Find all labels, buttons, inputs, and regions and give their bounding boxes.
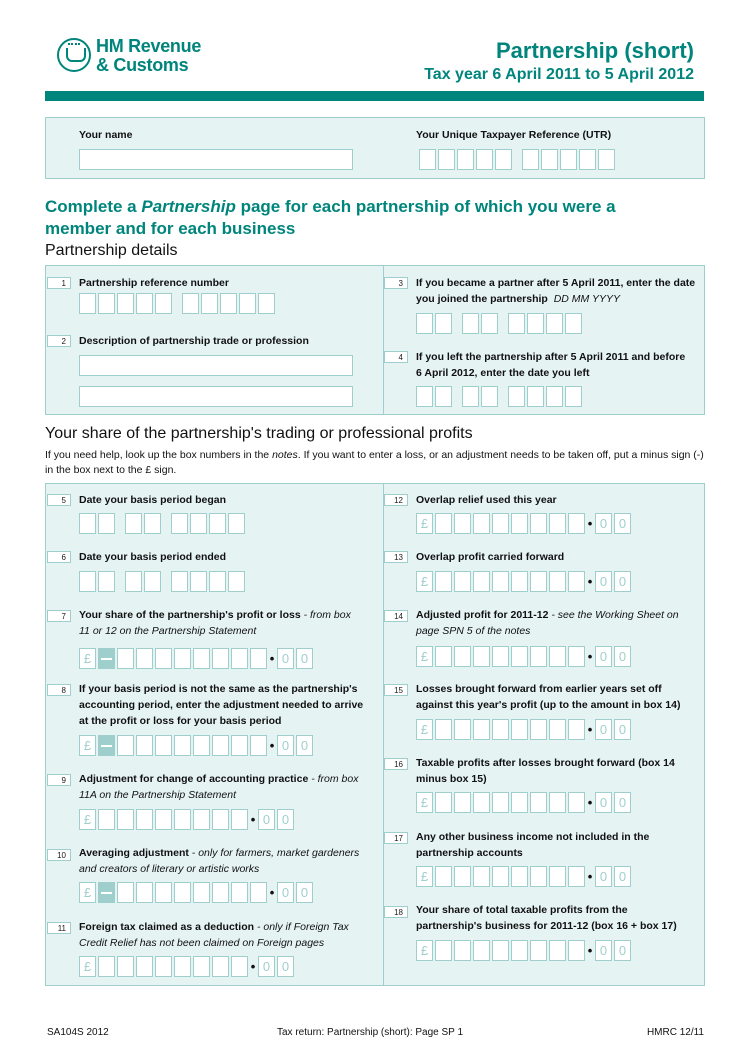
box-number-13: 13 bbox=[384, 551, 408, 563]
input-box-cell[interactable]: £ bbox=[79, 648, 96, 669]
input-box-cell[interactable] bbox=[193, 809, 210, 830]
input-box-cell[interactable] bbox=[250, 735, 267, 756]
input-box-cell[interactable] bbox=[473, 513, 490, 534]
input-box-cell[interactable] bbox=[171, 571, 188, 592]
input-box-cell[interactable] bbox=[473, 866, 490, 887]
input-box-cell[interactable]: 0 bbox=[277, 648, 294, 669]
q3-label: If you became a partner after 5 April 2011, enter the date you joined the partnership DD MM YYYY bbox=[416, 277, 696, 305]
input-box-cell[interactable]: 0 bbox=[595, 866, 612, 887]
taxable-profits-input[interactable] bbox=[416, 792, 633, 813]
decimal-point: • bbox=[269, 738, 275, 753]
input-box-cell[interactable] bbox=[117, 809, 134, 830]
input-box-cell[interactable] bbox=[435, 866, 452, 887]
decimal-point: • bbox=[587, 516, 593, 531]
input-box-cell[interactable] bbox=[98, 293, 115, 314]
q8-label: If your basis period is not the same as the partnership's accounting period, enter the adjustment needed to arrive at the profit or loss for your basis period bbox=[79, 683, 364, 727]
input-box-cell[interactable] bbox=[546, 386, 563, 407]
q2-label: Description of partnership trade or profession bbox=[79, 335, 309, 347]
input-box-cell[interactable] bbox=[511, 866, 528, 887]
q6-label: Date your basis period ended bbox=[79, 551, 227, 563]
form-code: SA104S 2012 bbox=[47, 1027, 109, 1038]
input-box-cell[interactable]: £ bbox=[416, 719, 433, 740]
input-box-cell[interactable] bbox=[530, 646, 547, 667]
losses-brought-forward-input[interactable] bbox=[416, 719, 633, 740]
input-box-cell[interactable] bbox=[454, 646, 471, 667]
input-box-cell[interactable] bbox=[495, 149, 512, 170]
input-box-cell[interactable] bbox=[565, 313, 582, 334]
input-box-cell[interactable] bbox=[231, 956, 248, 977]
input-box-cell[interactable] bbox=[454, 571, 471, 592]
input-box-cell[interactable] bbox=[117, 735, 134, 756]
input-box-cell[interactable] bbox=[462, 313, 479, 334]
decimal-point: • bbox=[269, 651, 275, 666]
your-name-label: Your name bbox=[79, 129, 133, 141]
input-box-cell[interactable]: £ bbox=[416, 866, 433, 887]
basis-period-began-input[interactable] bbox=[79, 513, 247, 534]
input-box-cell[interactable] bbox=[258, 293, 275, 314]
input-box-cell[interactable]: 0 bbox=[296, 648, 313, 669]
input-box-cell[interactable] bbox=[435, 571, 452, 592]
q5-label: Date your basis period began bbox=[79, 494, 227, 506]
minus-sign-icon bbox=[98, 735, 115, 756]
input-box-cell[interactable] bbox=[435, 940, 452, 961]
q13-label: Overlap profit carried forward bbox=[416, 551, 565, 563]
input-box-cell[interactable] bbox=[568, 646, 585, 667]
q14-label: Adjusted profit for 2011-12 - see the Working Sheet on page SPN 5 of the notes bbox=[416, 609, 679, 637]
input-box-cell[interactable] bbox=[598, 149, 615, 170]
input-box-cell[interactable] bbox=[527, 313, 544, 334]
input-box-cell[interactable] bbox=[530, 719, 547, 740]
input-box-cell[interactable]: 0 bbox=[296, 882, 313, 903]
box-number-16: 16 bbox=[384, 758, 408, 770]
input-box-cell[interactable] bbox=[473, 719, 490, 740]
logo-line-2: & Customs bbox=[96, 55, 189, 75]
basis-period-ended-input[interactable] bbox=[79, 571, 247, 592]
basis-period-adjustment-input[interactable] bbox=[79, 735, 315, 756]
averaging-adjustment-input[interactable] bbox=[79, 882, 315, 903]
input-box-cell[interactable] bbox=[527, 386, 544, 407]
input-box-cell[interactable] bbox=[492, 940, 509, 961]
decimal-point: • bbox=[587, 943, 593, 958]
page-reference: Tax return: Partnership (short): Page SP 1 bbox=[277, 1027, 464, 1038]
input-box-cell[interactable] bbox=[568, 513, 585, 534]
input-box-cell[interactable] bbox=[454, 792, 471, 813]
input-box-cell[interactable] bbox=[560, 149, 577, 170]
input-box-cell[interactable] bbox=[174, 882, 191, 903]
box-number-6: 6 bbox=[47, 551, 71, 563]
input-box-cell[interactable]: £ bbox=[416, 940, 433, 961]
input-box-cell[interactable] bbox=[79, 513, 96, 534]
input-box-cell[interactable] bbox=[546, 313, 563, 334]
input-box-cell[interactable]: 0 bbox=[296, 735, 313, 756]
input-box-cell[interactable] bbox=[212, 735, 229, 756]
input-box-cell[interactable] bbox=[174, 956, 191, 977]
q15-label: Losses brought forward from earlier years set off against this year's profit (up to the amount in box 14) bbox=[416, 683, 681, 711]
input-box-cell[interactable] bbox=[481, 386, 498, 407]
hmrc-version: HMRC 12/11 bbox=[646, 1027, 704, 1038]
input-box-cell[interactable] bbox=[435, 646, 452, 667]
input-box-cell[interactable] bbox=[476, 149, 493, 170]
input-box-cell[interactable] bbox=[530, 866, 547, 887]
input-box-cell[interactable]: 0 bbox=[614, 571, 631, 592]
input-box-cell[interactable] bbox=[144, 571, 161, 592]
input-box-cell[interactable] bbox=[508, 313, 525, 334]
input-box-cell[interactable] bbox=[155, 956, 172, 977]
q4-label: If you left the partnership after 5 April 2011 and before 6 April 2012, enter the date you left bbox=[416, 351, 686, 379]
input-box-cell[interactable]: 0 bbox=[595, 571, 612, 592]
input-box-cell[interactable]: £ bbox=[416, 513, 433, 534]
input-box-cell[interactable] bbox=[155, 735, 172, 756]
input-box-cell[interactable]: 0 bbox=[258, 956, 275, 977]
input-box-cell[interactable]: 0 bbox=[258, 809, 275, 830]
input-box-cell[interactable]: 0 bbox=[614, 792, 631, 813]
input-box-cell[interactable] bbox=[565, 386, 582, 407]
q9-label: Adjustment for change of accounting practice - from box 11A on the Partnership Statement bbox=[79, 773, 359, 801]
box-number-4: 4 bbox=[384, 351, 408, 363]
input-box-cell[interactable] bbox=[511, 792, 528, 813]
share-of-profit-input[interactable] bbox=[79, 648, 315, 669]
input-box-cell[interactable] bbox=[435, 792, 452, 813]
date-left-input[interactable] bbox=[416, 386, 584, 407]
input-box-cell[interactable] bbox=[174, 648, 191, 669]
box-number-14: 14 bbox=[384, 610, 408, 622]
input-box-cell[interactable] bbox=[492, 571, 509, 592]
input-box-cell[interactable] bbox=[193, 735, 210, 756]
input-box-cell[interactable]: 0 bbox=[595, 719, 612, 740]
input-box-cell[interactable]: 0 bbox=[277, 735, 294, 756]
input-box-cell[interactable] bbox=[228, 513, 245, 534]
decimal-point: • bbox=[587, 574, 593, 589]
q10-label: Averaging adjustment - only for farmers, market gardeners and creators of literary or artistic works bbox=[79, 847, 360, 875]
input-box-cell[interactable] bbox=[250, 648, 267, 669]
input-box-cell[interactable] bbox=[125, 571, 142, 592]
input-box-cell[interactable]: £ bbox=[79, 735, 96, 756]
profits-help: If you need help, look up the box numbers in the notes. If you want to enter a loss, or an adjustment needs to be taken off, put a minus sign (-) in the box next to the £ sign. bbox=[45, 449, 704, 476]
input-box-cell[interactable] bbox=[220, 293, 237, 314]
partnership-reference-input[interactable] bbox=[79, 293, 277, 314]
input-box-cell[interactable] bbox=[201, 293, 218, 314]
decimal-point: • bbox=[269, 885, 275, 900]
trade-description-input-1[interactable] bbox=[79, 355, 353, 376]
q16-label: Taxable profits after losses brought forward (box 14 minus box 15) bbox=[416, 757, 675, 785]
input-box-cell[interactable] bbox=[228, 571, 245, 592]
input-box-cell[interactable] bbox=[231, 809, 248, 830]
input-box-cell[interactable] bbox=[79, 571, 96, 592]
input-box-cell[interactable]: 0 bbox=[595, 513, 612, 534]
input-box-cell[interactable] bbox=[79, 293, 96, 314]
input-box-cell[interactable] bbox=[117, 293, 134, 314]
utr-input[interactable] bbox=[419, 149, 617, 170]
input-box-cell[interactable] bbox=[462, 386, 479, 407]
your-name-input[interactable] bbox=[79, 149, 353, 170]
q17-label: Any other business income not included in the partnership accounts bbox=[416, 831, 650, 859]
crown-logo-icon bbox=[57, 38, 91, 72]
box-number-10: 10 bbox=[47, 849, 71, 861]
input-box-cell[interactable] bbox=[193, 956, 210, 977]
input-box-cell[interactable] bbox=[492, 513, 509, 534]
input-box-cell[interactable] bbox=[549, 719, 566, 740]
input-box-cell[interactable] bbox=[530, 513, 547, 534]
input-box-cell[interactable] bbox=[155, 648, 172, 669]
input-box-cell[interactable] bbox=[174, 735, 191, 756]
input-box-cell[interactable] bbox=[568, 719, 585, 740]
input-box-cell[interactable]: 0 bbox=[614, 866, 631, 887]
input-box-cell[interactable] bbox=[98, 513, 115, 534]
decimal-point: • bbox=[587, 795, 593, 810]
input-box-cell[interactable] bbox=[492, 719, 509, 740]
input-box-cell[interactable] bbox=[549, 571, 566, 592]
input-box-cell[interactable] bbox=[549, 940, 566, 961]
box-number-18: 18 bbox=[384, 906, 408, 918]
date-joined-input[interactable] bbox=[416, 313, 584, 334]
input-box-cell[interactable] bbox=[492, 646, 509, 667]
input-box-cell[interactable] bbox=[435, 513, 452, 534]
q18-label: Your share of total taxable profits from the partnership's business for 2011-12 (box 16 + box 17) bbox=[416, 904, 677, 932]
adjusted-profit-input[interactable] bbox=[416, 646, 633, 667]
box-number-3: 3 bbox=[384, 277, 408, 289]
input-box-cell[interactable] bbox=[416, 386, 433, 407]
header-bar bbox=[45, 91, 704, 101]
input-box-cell[interactable] bbox=[473, 571, 490, 592]
input-box-cell[interactable]: £ bbox=[416, 792, 433, 813]
input-box-cell[interactable] bbox=[250, 882, 267, 903]
input-box-cell[interactable] bbox=[511, 646, 528, 667]
input-box-cell[interactable] bbox=[212, 809, 229, 830]
input-box-cell[interactable] bbox=[522, 149, 539, 170]
input-box-cell[interactable] bbox=[193, 882, 210, 903]
input-box-cell[interactable] bbox=[193, 648, 210, 669]
accounting-practice-adjustment-input[interactable] bbox=[79, 809, 296, 830]
box-number-7: 7 bbox=[47, 610, 71, 622]
utr-label: Your Unique Taxpayer Reference (UTR) bbox=[416, 129, 612, 141]
input-box-cell[interactable]: £ bbox=[79, 882, 96, 903]
decimal-point: • bbox=[250, 812, 256, 827]
input-box-cell[interactable]: 0 bbox=[595, 940, 612, 961]
input-box-cell[interactable] bbox=[155, 882, 172, 903]
input-box-cell[interactable] bbox=[473, 646, 490, 667]
input-box-cell[interactable] bbox=[492, 866, 509, 887]
input-box-cell[interactable]: 0 bbox=[614, 513, 631, 534]
input-box-cell[interactable] bbox=[579, 149, 596, 170]
input-box-cell[interactable] bbox=[454, 940, 471, 961]
q7-label: Your share of the partnership's profit or loss - from box 11 or 12 on the Partnership Statement bbox=[79, 609, 351, 637]
input-box-cell[interactable] bbox=[549, 866, 566, 887]
input-box-cell[interactable]: 0 bbox=[277, 809, 294, 830]
decimal-point: • bbox=[587, 722, 593, 737]
input-box-cell[interactable] bbox=[155, 809, 172, 830]
input-box-cell[interactable] bbox=[568, 940, 585, 961]
input-box-cell[interactable] bbox=[125, 513, 142, 534]
input-box-cell[interactable] bbox=[190, 571, 207, 592]
hmrc-logo-text bbox=[96, 37, 201, 75]
input-box-cell[interactable] bbox=[117, 648, 134, 669]
input-box-cell[interactable] bbox=[117, 956, 134, 977]
input-box-cell[interactable] bbox=[530, 792, 547, 813]
tax-year: Tax year 6 April 2011 to 5 April 2012 bbox=[424, 66, 694, 83]
input-box-cell[interactable] bbox=[231, 735, 248, 756]
q12-label: Overlap relief used this year bbox=[416, 494, 557, 506]
input-box-cell[interactable] bbox=[435, 719, 452, 740]
input-box-cell[interactable] bbox=[549, 792, 566, 813]
input-box-cell[interactable] bbox=[174, 809, 191, 830]
trade-description-input-2[interactable] bbox=[79, 386, 353, 407]
input-box-cell[interactable] bbox=[190, 513, 207, 534]
input-box-cell[interactable] bbox=[568, 571, 585, 592]
input-box-cell[interactable] bbox=[212, 648, 229, 669]
overlap-relief-used-input[interactable] bbox=[416, 513, 633, 534]
box-number-11: 11 bbox=[47, 922, 71, 934]
input-box-cell[interactable]: 0 bbox=[614, 646, 631, 667]
foreign-tax-input[interactable] bbox=[79, 956, 296, 977]
input-box-cell[interactable] bbox=[212, 882, 229, 903]
input-box-cell[interactable] bbox=[155, 293, 172, 314]
box-number-2: 2 bbox=[47, 335, 71, 347]
input-box-cell[interactable] bbox=[473, 792, 490, 813]
minus-sign-icon bbox=[98, 648, 115, 669]
input-box-cell[interactable] bbox=[136, 735, 153, 756]
box-number-9: 9 bbox=[47, 774, 71, 786]
input-box-cell[interactable] bbox=[492, 792, 509, 813]
input-box-cell[interactable] bbox=[182, 293, 199, 314]
input-box-cell[interactable]: 0 bbox=[614, 940, 631, 961]
input-box-cell[interactable] bbox=[454, 719, 471, 740]
input-box-cell[interactable] bbox=[511, 719, 528, 740]
input-box-cell[interactable]: £ bbox=[416, 571, 433, 592]
input-box-cell[interactable] bbox=[508, 386, 525, 407]
box-number-8: 8 bbox=[47, 684, 71, 696]
input-box-cell[interactable] bbox=[171, 513, 188, 534]
box-number-5: 5 bbox=[47, 494, 71, 506]
input-box-cell[interactable] bbox=[454, 866, 471, 887]
input-box-cell[interactable] bbox=[98, 571, 115, 592]
input-box-cell[interactable]: 0 bbox=[277, 882, 294, 903]
input-box-cell[interactable] bbox=[209, 571, 226, 592]
total-taxable-profits-input[interactable] bbox=[416, 940, 633, 961]
input-box-cell[interactable]: 0 bbox=[614, 719, 631, 740]
decimal-point: • bbox=[587, 869, 593, 884]
input-box-cell[interactable] bbox=[435, 313, 452, 334]
input-box-cell[interactable] bbox=[511, 571, 528, 592]
q11-label: Foreign tax claimed as a deduction - only if Foreign Tax Credit Relief has not been claimed on Foreign pages bbox=[79, 921, 349, 949]
input-box-cell[interactable] bbox=[511, 940, 528, 961]
profits-title: Your share of the partnership's trading or professional profits bbox=[45, 425, 473, 442]
box-number-17: 17 bbox=[384, 832, 408, 844]
input-box-cell[interactable]: 0 bbox=[277, 956, 294, 977]
input-box-cell[interactable] bbox=[568, 792, 585, 813]
input-box-cell[interactable] bbox=[549, 646, 566, 667]
input-box-cell[interactable] bbox=[98, 956, 115, 977]
input-box-cell[interactable] bbox=[435, 386, 452, 407]
input-box-cell[interactable] bbox=[231, 648, 248, 669]
input-box-cell[interactable] bbox=[98, 809, 115, 830]
page-title: Partnership (short) bbox=[495, 38, 694, 63]
input-box-cell[interactable]: 0 bbox=[595, 646, 612, 667]
input-box-cell[interactable] bbox=[530, 940, 547, 961]
box-number-1: 1 bbox=[47, 277, 71, 289]
logo-line-1: HM Revenue bbox=[96, 36, 202, 56]
input-box-cell[interactable] bbox=[212, 956, 229, 977]
input-box-cell[interactable] bbox=[549, 513, 566, 534]
input-box-cell[interactable] bbox=[419, 149, 436, 170]
input-box-cell[interactable] bbox=[209, 513, 226, 534]
box-number-12: 12 bbox=[384, 494, 408, 506]
minus-sign-icon bbox=[98, 882, 115, 903]
input-box-cell[interactable] bbox=[473, 940, 490, 961]
input-box-cell[interactable] bbox=[454, 513, 471, 534]
input-box-cell[interactable]: £ bbox=[79, 956, 96, 977]
input-box-cell[interactable]: £ bbox=[79, 809, 96, 830]
input-box-cell[interactable] bbox=[568, 866, 585, 887]
box-number-15: 15 bbox=[384, 684, 408, 696]
decimal-point: • bbox=[587, 649, 593, 664]
input-box-cell[interactable] bbox=[541, 149, 558, 170]
input-box-cell[interactable] bbox=[136, 293, 153, 314]
input-box-cell[interactable] bbox=[530, 571, 547, 592]
input-box-cell[interactable] bbox=[136, 956, 153, 977]
intro-heading: Complete a Partnership page for each partnership of which you were a member and for each business bbox=[45, 197, 616, 238]
input-box-cell[interactable]: 0 bbox=[595, 792, 612, 813]
input-box-cell[interactable] bbox=[231, 882, 248, 903]
input-box-cell[interactable] bbox=[136, 648, 153, 669]
input-box-cell[interactable] bbox=[438, 149, 455, 170]
other-business-income-input[interactable] bbox=[416, 866, 633, 887]
input-box-cell[interactable] bbox=[416, 313, 433, 334]
input-box-cell[interactable] bbox=[239, 293, 256, 314]
input-box-cell[interactable] bbox=[117, 882, 134, 903]
input-box-cell[interactable]: £ bbox=[416, 646, 433, 667]
decimal-point: • bbox=[250, 959, 256, 974]
input-box-cell[interactable] bbox=[511, 513, 528, 534]
input-box-cell[interactable] bbox=[457, 149, 474, 170]
partnership-details-title: Partnership details bbox=[45, 242, 178, 259]
input-box-cell[interactable] bbox=[144, 513, 161, 534]
input-box-cell[interactable] bbox=[136, 809, 153, 830]
input-box-cell[interactable] bbox=[136, 882, 153, 903]
input-box-cell[interactable] bbox=[481, 313, 498, 334]
overlap-profit-carried-input[interactable] bbox=[416, 571, 633, 592]
q1-label: Partnership reference number bbox=[79, 277, 229, 289]
